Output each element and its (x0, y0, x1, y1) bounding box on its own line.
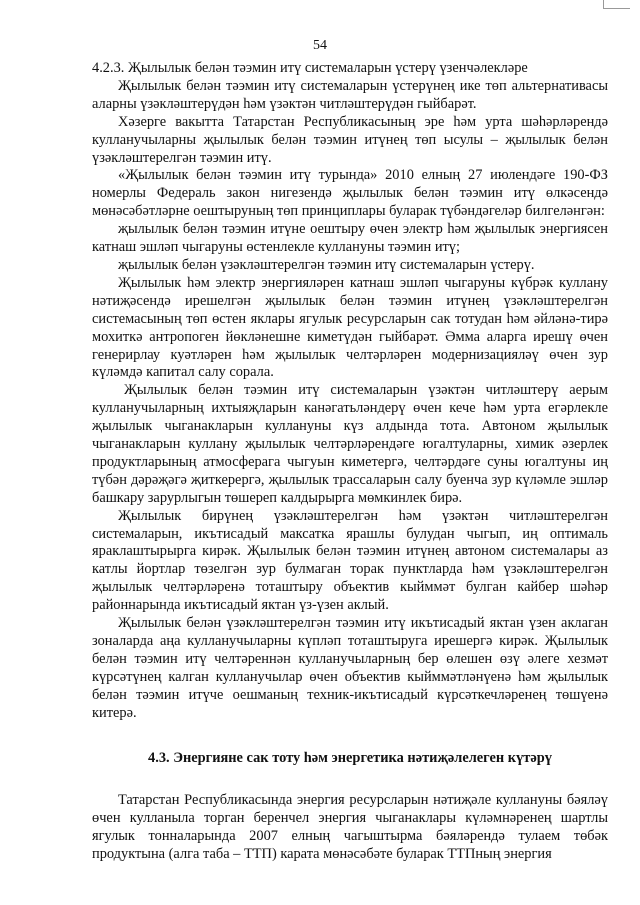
scan-corner-mark (603, 0, 630, 9)
paragraph: Җылылык бирүнең үзәкләштерелгән һәм үзәктән читләштерелгән системаларын, икътисадый максатка ярашлы булудан чыгып, иң оптималь яраклаштырырга кирәк. Җылылык белән тәэмин итүнең автоном системалары аз катлы йортлар төзелгән зур булмаган торак пунктларда һәм үзәкләштерелгән җылылык челтәрләренә тоташтыру объектив кыйммәт булган кайбер шәһәр районнарында икътисадый яктан үз-үзен аклый. (92, 507, 608, 614)
paragraph: Җылылык белән тәэмин итү системаларын үстерүнең ике төп альтернативасы аларны үзәкләштерүдән һәм үзәктән читләштерүдән гыйбарәт. (92, 77, 608, 112)
page-number: 54 (313, 38, 327, 53)
document-body (92, 60, 608, 864)
subsection-title: 4.2.3. Җылылык белән тәэмин итү системаларын үстерү үзенчәлекләре (92, 60, 528, 76)
paragraph: «Җылылык белән тәэмин итү турында» 2010 елның 27 июлендәге 190-ФЗ номерлы Федераль закон нигезендә җылылык белән тәэмин итү өлкәсендә мөнәсәбәтләрне оештыруның төп принциплары буларак түбәндәгеләр билгеләнгән: (92, 167, 608, 220)
section-title: 4.3. Энергияне сак тоту һәм энергетика нәтиҗәлелеген күтәрү (148, 749, 552, 766)
paragraph: Хәзерге вакытта Татарстан Республикасының эре һәм урта шәһәрләрендә кулланучыларны җылылык белән тәэмин итүнең төп ысулы – җылылык белән үзәкләштерелгән тәэмин итү. (92, 113, 608, 166)
paragraph: Җылылык белән тәэмин итү системаларын үзәктән читләштерү аерым кулланучыларның ихтыяҗларын канәгатьләндерү өчен кече һәм урта егәрлекле җылылык чыганакларын куллануны күз алдында тота. Автоном җылылык чыганакларын куллану җылылык челтәрләрендәге югалтуларны, химик әзерлек продуктларының атмосферага чыгуын киметергә, челтәрдәге суны югалтуны иң түбән дәрәҗәгә җиткерергә, җылылык трассаларын салу буенча зур күләмле эшләр башкару зарурлыгын төшереп калдырырга мөмкинлек бирә. (92, 382, 608, 506)
paragraph: җылылык белән тәэмин итүне оештыру өчен электр һәм җылылык энергиясен катнаш эшләп чыгаруны өстенлекле куллануны тәэмин итү; (92, 221, 608, 256)
paragraph: Җылылык белән үзәкләштерелгән тәэмин итү икътисадый яктан үзен аклаган зоналарда аңа кулланучыларны күпләп тоташтыруга ирешергә кирәк. Җылылык белән тәэмин итү челтәреннән кулланучыларның бер өлешен өзү әлеге хезмәт күрсәтүнең калган кулланучылар өчен объектив кыйммәтләнүенә һәм җылылык белән тәэмин итүче оешманың техник-икътисадый күрсәткечләренең төшүенә китерә. (92, 615, 608, 721)
paragraph: Җылылык һәм электр энергияләрен катнаш эшләп чыгаруны күбрәк куллану нәтиҗәсендә ирешелгән җылылык белән тәэмин итүнең үзәкләштерелгән системасының төп өстен яклары ягулык ресурсларын сак тотудан һәм әйләнә-тирә мохиткә антропоген йөкләнешне киметүдән гыйбарәт. Әмма аларга ирешү өчен генерирлау куәтләрен һәм җылылык челтәрләрен модернизацияләү өчен зур күләмдә капитал салу сорала. (92, 274, 608, 381)
paragraph: җылылык белән үзәкләштерелгән тәэмин итү системаларын үстерү. (118, 256, 535, 273)
paragraph: Татарстан Республикасында энергия ресурсларын нәтиҗәле куллануны бәяләү өчен кулланыла торган беренчел энергия чыганаклары күләмнәренең шартлы ягулык тонналарында 2007 елның чагыштырма бәяләрендә тулаем төбәк продуктына (алга таба – ТТП) карата мөнәсәбәте буларак ТТПның энергия (92, 792, 608, 863)
